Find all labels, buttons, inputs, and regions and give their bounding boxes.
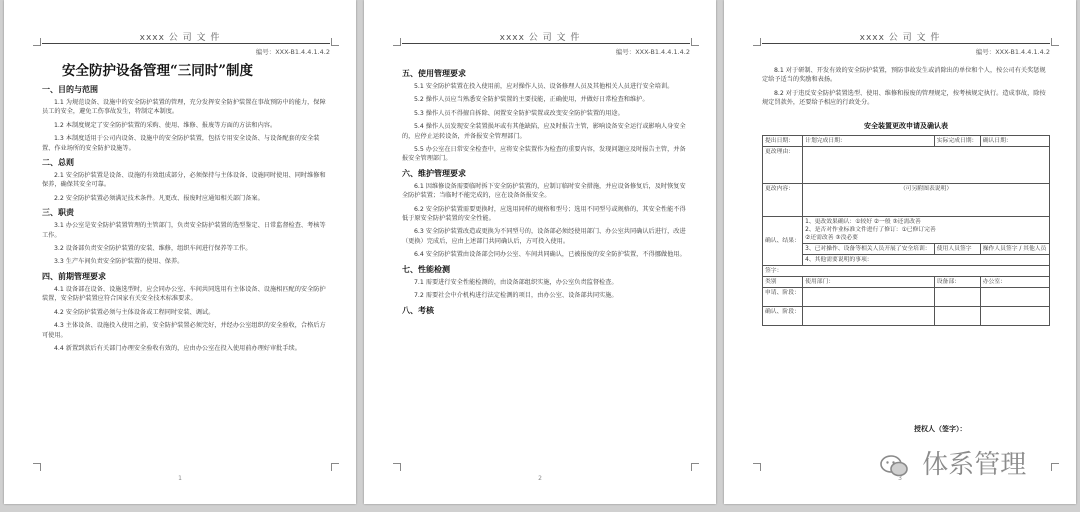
section-heading: 八、考核 bbox=[402, 305, 434, 315]
paragraph: 6.3 安全防护装置改造或更换为不同型号的，设备部必须经使用部门、办公室共同确认后进行，改进（更换）完成后，应由上述部门共同确认后，方可投入使用。 bbox=[402, 228, 686, 245]
confirm-item: 1、更改效果确认：①较好 ②一般 ③还需改善 bbox=[805, 219, 921, 226]
section-heading: 三、职责 bbox=[42, 208, 74, 218]
paragraph: 6.4 安全防护装置由设备部会同办公室、车间共同确认，已被报废的安全防护装置，不得挪做他用。 bbox=[414, 251, 686, 259]
table-cell[interactable]: 提出日期： bbox=[763, 136, 803, 147]
change-request-table bbox=[762, 135, 1050, 326]
table-cell[interactable]: 确认、阶段： bbox=[763, 307, 803, 326]
section-heading: 六、维护管理要求 bbox=[402, 168, 466, 178]
table-cell[interactable]: 更改内容： bbox=[763, 184, 803, 217]
table-cell[interactable]: 办公室： bbox=[980, 277, 1049, 288]
section-heading: 七、性能检测 bbox=[402, 264, 450, 274]
paragraph: 3.1 办公室是安全防护装置管理的主管部门，负责安全防护装置的选型鉴定、日常监督检查、考核等工作。 bbox=[42, 222, 326, 239]
table-cell[interactable] bbox=[980, 288, 1049, 307]
paragraph: 6.1 因维修设备需要临时拆下安全防护装置的，应制订临时安全措施，并应设备修复后，及时恢复安全防护装置；当临时不能完成的，应在设备备报安全。 bbox=[402, 182, 686, 200]
paragraph: 1.2 本制度规定了安全防护装置的采购、使用、维修、报废等方面的方法和内容。 bbox=[54, 121, 277, 129]
authorized-signature: 授权人（签字）： bbox=[914, 425, 967, 433]
table-cell[interactable]: 3、已对操作、设备等相关人员开展了安全培训： bbox=[803, 244, 935, 255]
table-cell[interactable]: 类别 bbox=[763, 277, 803, 288]
table-cell[interactable] bbox=[803, 217, 1050, 244]
page-header: xxxx 公 司 文 件 bbox=[859, 33, 941, 43]
col-label: 操作人员签字 bbox=[982, 246, 1018, 253]
paragraph: 3.3 生产车间负责安全防护装置的使用、保养。 bbox=[54, 258, 184, 266]
table-cell[interactable] bbox=[803, 147, 1050, 184]
paragraph: 5.3 操作人员不得擅自拆除、闲置安全防护装置或改变安全防护装置的用途。 bbox=[414, 109, 624, 117]
table-cell[interactable] bbox=[934, 307, 980, 326]
page-body[interactable] bbox=[42, 60, 330, 357]
table-cell[interactable]: 计划完成日期： bbox=[803, 136, 935, 147]
table-cell[interactable]: 签字： bbox=[763, 266, 1050, 277]
page-header: xxxx 公 司 文 件 bbox=[139, 33, 221, 43]
document-page-1 bbox=[4, 0, 356, 504]
paragraph: 7.1 需要进行安全性能检测的，由设备部组织实施，办公室负责监督检查。 bbox=[414, 278, 618, 286]
paragraph: 1.3 本制度适用于公司内设备、设施中的安全防护装置，包括专用安全设备、与设备配套的安全装置、作业场所的安全防护设施等。 bbox=[42, 135, 320, 152]
table-cell[interactable] bbox=[803, 288, 935, 307]
paragraph: 2.2 安全防护装置必须满足技术条件。凡更改、报废时应通知相关部门备案。 bbox=[54, 194, 264, 202]
paragraph: 8.2 对于违反安全防护装置选型、使用、维修和报废的管理规定，按考核规定执行。造成事故，除按规定罚款外，还要给予相应的行政处分。 bbox=[762, 89, 1046, 107]
table-cell[interactable] bbox=[803, 307, 935, 326]
section-heading: 四、前期管理要求 bbox=[42, 271, 106, 281]
paragraph: 4.1 设备部在设备、设施选型时，应会同办公室、车间共同选用有主体设备、设施相匹配的安全防护装置，安全防护装置应符合国家有关安全技术标准要求。 bbox=[42, 285, 326, 303]
table-cell[interactable]: 使用部门： bbox=[803, 277, 935, 288]
table-cell[interactable]: 确认、结果： bbox=[763, 217, 803, 266]
col-label: 其他人员 bbox=[1023, 246, 1047, 253]
table-cell[interactable]: 设备部： bbox=[934, 277, 980, 288]
page-number: 2 bbox=[538, 475, 542, 482]
paragraph: 1.1 为规范设备、设施中的安全防护装置的管理，充分发挥安全防护装置在事故预防中的能力，保障员工的安全，避免工伤事故发生，特制定本制度。 bbox=[42, 99, 326, 116]
section-heading: 五、使用管理要求 bbox=[402, 69, 466, 78]
table-cell[interactable]: 4、其他需要说明的事项： bbox=[803, 255, 1050, 266]
section-heading: 二、总则 bbox=[42, 158, 74, 168]
wechat-icon bbox=[880, 454, 908, 478]
doc-number: 编号：XXX-B1.4.4.1.4.2 bbox=[255, 48, 330, 56]
page-number: 3 bbox=[898, 475, 902, 482]
table-title: 安全装置更改申请及确认表 bbox=[864, 121, 948, 130]
paragraph: 3.2 设备部负责安全防护装置的安装、维修，组织车间进行保养等工作。 bbox=[54, 245, 252, 253]
table-cell[interactable]: 申请、阶段： bbox=[763, 288, 803, 307]
paragraph: 8.1 对于研制、开发有效的安全防护装置，预防事故发生或消除出的单位和个人，按公司有关奖惩规定给予适当的奖励和表扬。 bbox=[762, 67, 1046, 84]
table-cell[interactable]: 使用人员签字 bbox=[934, 244, 980, 255]
watermark-text: 体系管理 bbox=[922, 450, 1027, 480]
table-cell[interactable]: 更改理由： bbox=[763, 147, 803, 184]
table-cell[interactable] bbox=[934, 288, 980, 307]
paragraph: 4.2 安全防护装置必须与主体设备或工程同时安装、调试。 bbox=[54, 308, 215, 316]
paragraph: 5.1 安全防护装置在投入使用前，应对操作人员、设备修理人员及其他相关人员进行安全培训。 bbox=[414, 83, 674, 90]
table-cell[interactable]: 实际完成日期： bbox=[934, 136, 980, 147]
doc-number: 编号：XXX-B1.4.4.1.4.2 bbox=[615, 48, 690, 56]
doc-number: 编号：XXX-B1.4.4.1.4.2 bbox=[975, 48, 1050, 56]
attach-note: （可另附图表说明） bbox=[899, 186, 953, 193]
paragraph: 5.4 操作人员发现安全装置损坏或有其他缺陷，应及时报告主管，影响设备安全运行或影响人身安全的，应停止运转设备，并备报安全管理部门。 bbox=[402, 123, 686, 140]
section-heading: 一、目的与范围 bbox=[42, 85, 98, 94]
paragraph: 4.3 主体设备、设施投入使用之前，安全防护装置必须完好，并经办公室组织的安全验收，合格后方可使用。 bbox=[42, 322, 326, 339]
page-body[interactable] bbox=[402, 64, 690, 319]
page-number: 1 bbox=[178, 475, 182, 482]
paragraph: 5.5 办公室在日常安全检查中，应将安全装置作为检查的重要内容，发现问题应及时报告主管，并备报安全管理部门。 bbox=[402, 146, 686, 163]
page-body[interactable] bbox=[762, 66, 1050, 326]
paragraph: 5.2 操作人员应当熟悉安全防护装置的主要技能，正确使用，并做好日常检查和维护。 bbox=[414, 96, 649, 104]
confirm-item: ②还需改善 ③没必要 bbox=[805, 235, 858, 242]
table-cell[interactable]: 操作人员签字 / 其他人员 bbox=[980, 244, 1049, 255]
paragraph: 2.1 安全防护装置是设备、设施的有效组成部分，必须保持与主体设备、设施同时使用、同时维修和保养，确保其安全可靠。 bbox=[42, 172, 326, 189]
paragraph: 6.2 安全防护装置需要更换时，应选用同样的规格和型号；选用不同型号或规格的，其安全性能不得低于原安全防护装置的安全性能。 bbox=[402, 205, 686, 223]
document-page-3 bbox=[724, 0, 1076, 504]
confirm-item: 2、是否对作业标准文件进行了修订：①已修订完善 bbox=[805, 227, 936, 234]
watermark bbox=[880, 444, 1026, 481]
document-page-2 bbox=[364, 0, 716, 504]
page-header: xxxx 公 司 文 件 bbox=[499, 33, 581, 43]
table-cell[interactable] bbox=[803, 184, 1050, 217]
paragraph: 7.2 需要社会中介机构进行法定检测的项目，由办公室、设备部共同实施。 bbox=[414, 292, 618, 300]
paragraph: 4.4 新置到款后有关部门办理安全验收有效的，应由办公室在投入使用前办理好审批手续。 bbox=[54, 344, 301, 352]
table-cell[interactable]: 确认日期： bbox=[980, 136, 1049, 147]
document-title: 安全防护设备管理“三同时”制度 bbox=[62, 63, 254, 79]
table-cell[interactable] bbox=[980, 307, 1049, 326]
